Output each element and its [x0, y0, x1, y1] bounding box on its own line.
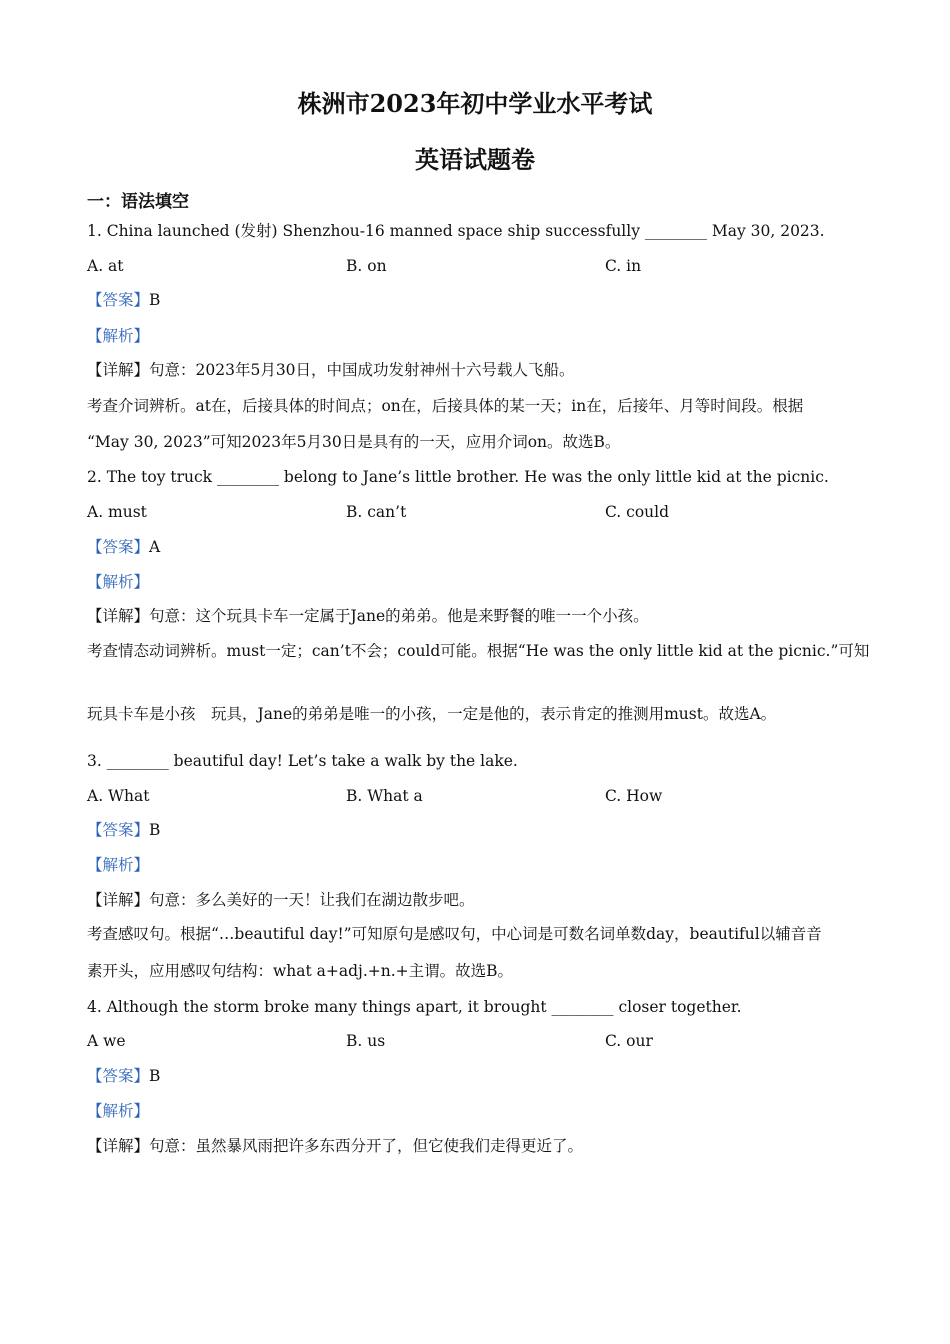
question-stem: 1. China launched (发射) Shenzhou-16 manned space ship successfully ________ May 30, 2023. [87, 222, 825, 240]
answer-tag: 【答案】 [87, 821, 150, 839]
answer-line [87, 1066, 160, 1086]
document-title: 株洲市2023年初中学业水平考试 [297, 89, 653, 118]
option-b: B. What a [346, 787, 423, 805]
option-c: C. in [605, 257, 642, 275]
question-stem: 2. The toy truck ________ belong to Jane’s little brother. He was the only little kid at the picnic. [87, 468, 829, 486]
answer-tag: 【答案】 [87, 1067, 150, 1085]
option-a: A. at [87, 257, 124, 275]
option-c: C. our [605, 1032, 653, 1050]
section-heading: 一：语法填空 [87, 192, 189, 212]
option-b: B. us [346, 1032, 386, 1050]
detail-line [87, 606, 649, 626]
question-stem: 3. ________ beautiful day! Let’s take a walk by the lake. [87, 752, 518, 770]
analysis-tag: 【解析】 [87, 1102, 150, 1120]
detail-line [87, 360, 575, 380]
option-a: A. What [87, 787, 150, 805]
explanation-line: 素开头，应用感叹句结构：what a+adj.+n.+主谓。故选B。 [87, 962, 514, 980]
detail-text: 句意：虽然暴风雨把许多东西分开了，但它使我们走得更近了。 [149, 1137, 584, 1155]
answer-value: A [149, 538, 161, 556]
analysis-tag: 【解析】 [87, 573, 150, 591]
option-a: A. must [87, 503, 147, 521]
explanation-line: 玩具卡车是小孩 玩具，Jane的弟弟是唯一的小孩，一定是他的，表示肯定的推测用must。故选A。 [87, 705, 777, 723]
detail-text: 句意：多么美好的一天！让我们在湖边散步吧。 [149, 891, 475, 909]
explanation-line: 考查情态动词辨析。must一定；can’t不会；could可能。根据“He was the only little kid at the picnic.”可知 [87, 642, 870, 660]
explanation-line: “May 30, 2023”可知2023年5月30日是具有的一天，应用介词on。故选B。 [87, 433, 621, 451]
detail-line [87, 890, 475, 910]
option-c: C. How [605, 787, 663, 805]
document-subtitle: 英语试题卷 [415, 145, 535, 174]
answer-tag: 【答案】 [87, 291, 150, 309]
analysis-tag: 【解析】 [87, 327, 150, 345]
answer-value: B [149, 291, 161, 309]
answer-value: B [149, 821, 161, 839]
option-a: A we [87, 1032, 126, 1050]
answer-tag: 【答案】 [87, 538, 150, 556]
detail-tag: 【详解】 [87, 891, 150, 909]
detail-tag: 【详解】 [87, 1137, 150, 1155]
explanation-line: 考查感叹句。根据“…beautiful day!”可知原句是感叹句，中心词是可数名词单数day，beautiful以辅音音 [87, 925, 822, 943]
detail-tag: 【详解】 [87, 361, 150, 379]
detail-tag: 【详解】 [87, 607, 150, 625]
answer-value: B [149, 1067, 161, 1085]
detail-line [87, 1136, 583, 1156]
explanation-line: 考查介词辨析。at在，后接具体的时间点；on在，后接具体的某一天；in在，后接年、月等时间段。根据 [87, 397, 804, 415]
detail-text: 句意：2023年5月30日，中国成功发射神州十六号载人飞船。 [149, 361, 575, 379]
analysis-tag: 【解析】 [87, 856, 150, 874]
detail-text: 句意：这个玩具卡车一定属于Jane的弟弟。他是来野餐的唯一一个小孩。 [149, 607, 649, 625]
option-b: B. can’t [346, 503, 407, 521]
question-stem: 4. Although the storm broke many things apart, it brought ________ closer together. [87, 998, 742, 1016]
answer-line [87, 290, 160, 310]
answer-line [87, 537, 160, 557]
option-b: B. on [346, 257, 387, 275]
option-c: C. could [605, 503, 670, 521]
answer-line [87, 820, 160, 840]
